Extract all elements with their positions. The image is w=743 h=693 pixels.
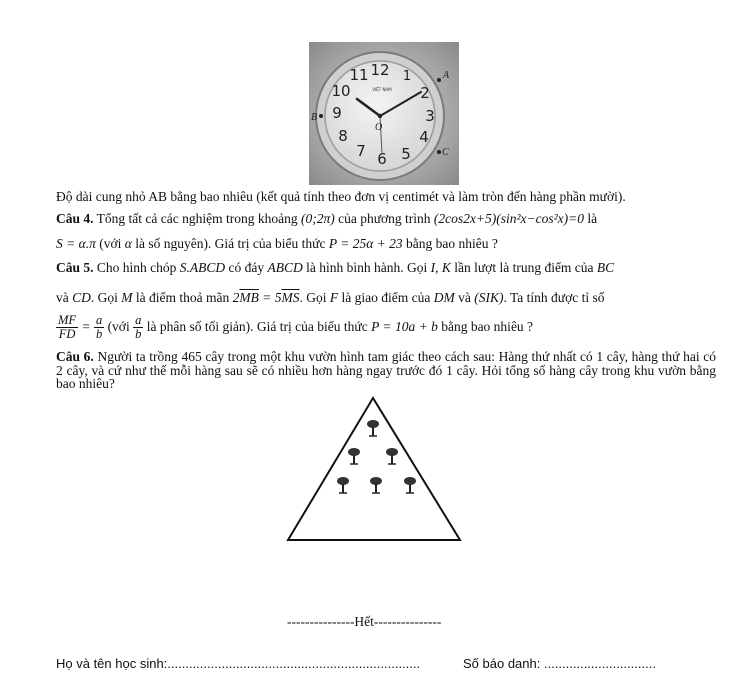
q4-line2d: bằng bao nhiêu ? [406, 236, 498, 251]
q5-line2d: . Gọi [299, 290, 327, 305]
q4-line2 [56, 236, 498, 252]
q4-interval: (0;2π) [300, 211, 335, 226]
clock-brand: VIỆT NAM [372, 87, 392, 92]
q5-cd: CD [72, 290, 91, 305]
q5-line2c: là điểm thoả mãn [135, 290, 230, 305]
q5-dm: DM [433, 290, 455, 305]
q4-text2: của phương trình [338, 211, 431, 226]
q4-text3: là [587, 211, 598, 226]
q4-p-expr: P = 25α + 23 [328, 236, 403, 251]
q5-line2g: . Ta tính được tỉ số [503, 290, 605, 305]
q5-fraction-a-b: $\frac{a}{b}$ [95, 313, 103, 342]
q5-bc: BC [596, 260, 615, 275]
q4-s-expr: S = α.π [56, 236, 96, 251]
q5-text1: Cho hình chóp [96, 260, 177, 275]
q5-line2b: . Gọi [90, 290, 118, 305]
triangle-garden-figure [286, 396, 462, 542]
q4-text1: Tổng tất cả các nghiệm trong khoảng [96, 211, 298, 226]
clock-number-12: 12 [370, 61, 390, 79]
q5-text2: có đáy [228, 260, 265, 275]
clock-figure [309, 42, 459, 185]
q5-sik: (SIK) [474, 290, 504, 305]
q5-text4: lần lượt là trung điểm của [454, 260, 594, 275]
q4-line2c: là số nguyên). Giá trị của biểu thức [135, 236, 326, 251]
clock-center [378, 114, 382, 118]
q5-label: Câu 5. [56, 260, 94, 275]
q5-pyramid: S.ABCD [179, 260, 226, 275]
student-name-field: Họ và tên học sinh:...................................................................... [56, 656, 421, 671]
q5-f: F [329, 290, 339, 305]
q6-text: Người ta trồng 465 cây trong một khu vườn hình tam giác theo cách sau: Hàng thứ nhất có 1 cây, hàng thứ hai có 2 cây, và cứ như thế mỗi hàng sau sẽ có nhiều hơn hàng ngay trước đó 1 cây. Hỏi tổng số hàng cây trong khu vườn bằng bao nhiêu? [56, 349, 716, 391]
clock-number-7: 7 [356, 142, 366, 160]
q5-line2 [56, 290, 604, 306]
q5-fraction-mf-fd: $\frac{MF}{FD}$ [58, 313, 77, 342]
clock-question: Độ dài cung nhỏ AB bằng bao nhiêu (kết quả tính theo đơn vị centimét và làm tròn đến hàng phần mười). [56, 189, 626, 204]
clock-number-10: 10 [331, 82, 351, 100]
q5-line2f: và [458, 290, 471, 305]
q6-label: Câu 6. [56, 349, 94, 364]
q4-equation: (2cos2x+5)(sin²x−cos²x)=0 [433, 211, 585, 226]
q5-line3c: bằng bao nhiêu ? [441, 319, 534, 334]
clock-number-9: 9 [332, 104, 342, 122]
clock-number-5: 5 [401, 145, 411, 163]
q5-ik: I, K [430, 260, 451, 275]
q5-m: M [121, 290, 133, 305]
q5-text3: là hình bình hành. Gọi [306, 260, 428, 275]
q5-equals: = [81, 319, 91, 334]
q5-line3b: là phân số tối giản). Giá trị của biểu thức [146, 319, 368, 334]
q4-line1 [56, 211, 597, 227]
clock-number-2: 2 [420, 84, 430, 102]
point-c-dot [437, 150, 441, 154]
clock-number-8: 8 [338, 127, 348, 145]
clock-number-3: 3 [425, 107, 435, 125]
q4-alpha: α [124, 236, 132, 251]
q4-line2b: (với [99, 236, 122, 251]
point-b-dot [319, 114, 323, 118]
end-marker: ---------------Hết--------------- [287, 614, 442, 629]
q5-line2e: là giao điểm của [341, 290, 431, 305]
q6-paragraph [56, 350, 716, 391]
point-a-dot [437, 78, 441, 82]
q5-line3a: (với [107, 319, 130, 334]
point-o-label: O [375, 122, 383, 133]
garden-triangle [288, 398, 460, 540]
clock-number-4: 4 [419, 128, 429, 146]
clock-number-1: 1 [402, 69, 412, 84]
q5-fraction-a-b-2: $\frac{a}{b}$ [135, 313, 142, 342]
point-b-label: B [311, 112, 318, 123]
q5-p-expr: P = 10a + b [371, 319, 438, 334]
q5-line2a: và [56, 290, 69, 305]
q4-label: Câu 4. [56, 211, 94, 226]
student-id-field: Số báo danh: ............................... [463, 656, 656, 671]
point-a-label: A [443, 70, 450, 81]
q5-line3 [56, 312, 533, 342]
clock-number-11: 11 [349, 66, 369, 84]
clock-number-6: 6 [377, 150, 387, 168]
q5-base: ABCD [267, 260, 303, 275]
point-c-label: C [442, 147, 449, 158]
q5-vector-eq: $2\overline{MB} = 5\overline{MS}$ [232, 290, 300, 305]
q5-line1 [56, 260, 614, 276]
